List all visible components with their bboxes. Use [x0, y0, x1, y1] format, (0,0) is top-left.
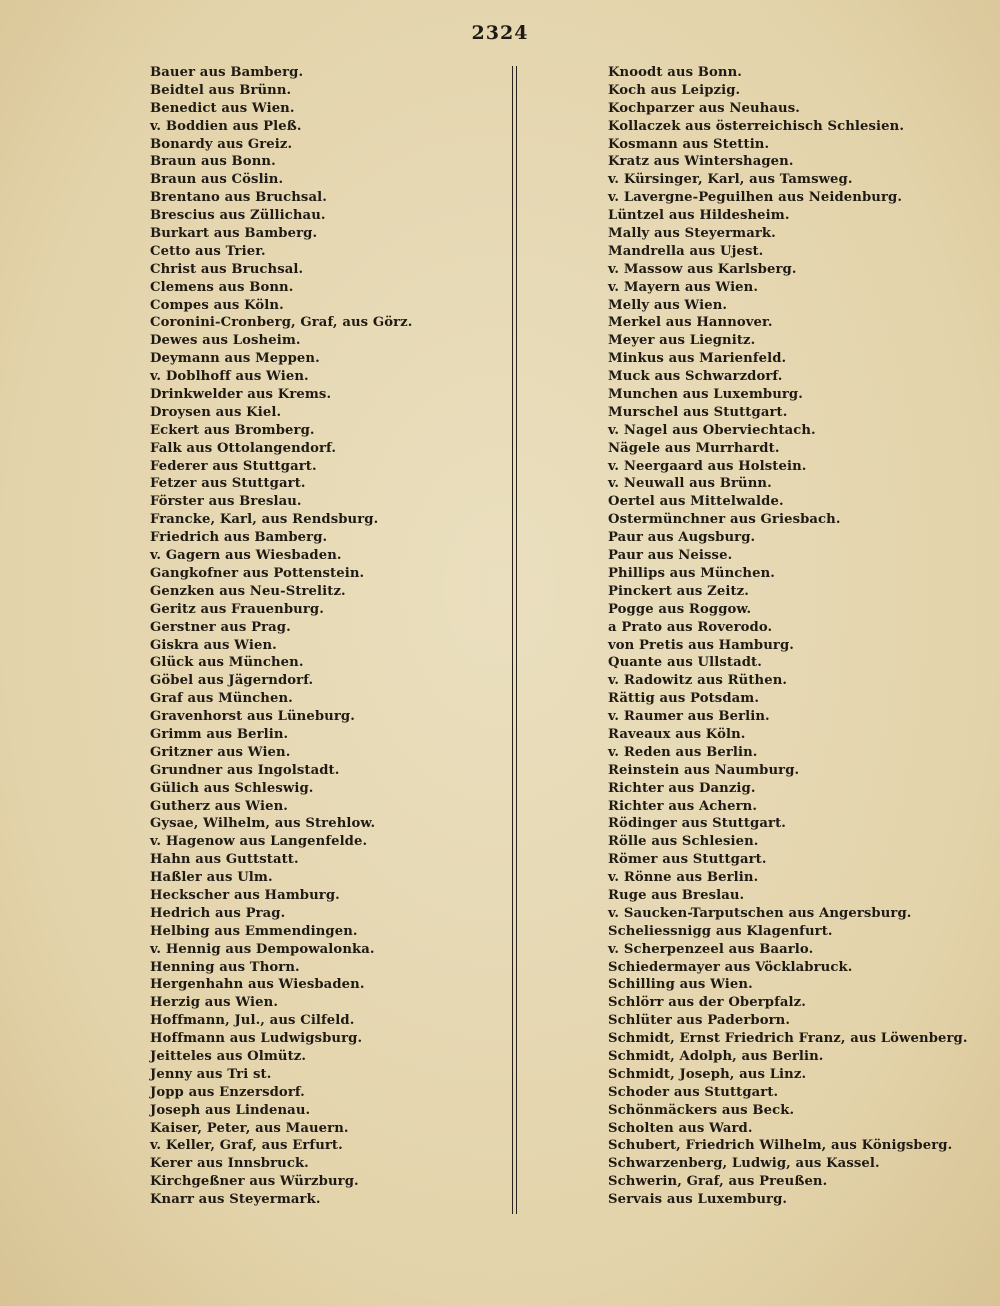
- name-entry: Joseph aus Lindenau.: [150, 1102, 311, 1118]
- name-entry: Graf aus München.: [150, 691, 293, 707]
- name-entry: a Prato aus Roverodo.: [608, 619, 773, 635]
- name-entry: Göbel aus Jägerndorf.: [150, 673, 314, 689]
- name-entry: Hoffmann aus Ludwigsburg.: [150, 1031, 363, 1047]
- name-entry: Schwarzenberg, Ludwig, aus Kassel.: [608, 1156, 880, 1172]
- name-entry: Clemens aus Bonn.: [150, 279, 294, 295]
- name-entry: v. Keller, Graf, aus Erfurt.: [150, 1138, 343, 1154]
- name-entry: Haßler aus Ulm.: [150, 870, 273, 886]
- name-entry: von Pretis aus Hamburg.: [608, 637, 794, 653]
- name-entry: v. Doblhoff aus Wien.: [150, 369, 309, 385]
- name-entry: Bauer aus Bamberg.: [150, 65, 304, 80]
- name-entry: Bonardy aus Greiz.: [150, 136, 293, 152]
- name-entry: Beidtel aus Brünn.: [150, 82, 292, 98]
- name-entry: Glück aus München.: [150, 655, 304, 671]
- name-entry: Phillips aus München.: [608, 565, 775, 581]
- name-entry: Richter aus Danzig.: [608, 780, 756, 796]
- name-entry: Cetto aus Trier.: [150, 243, 266, 259]
- name-entry: v. Mayern aus Wien.: [608, 279, 759, 295]
- name-entry: Burkart aus Bamberg.: [150, 226, 318, 242]
- name-entry: v. Hennig aus Dempowalonka.: [150, 941, 375, 957]
- page-number: 2324: [471, 22, 529, 44]
- name-entry: Lüntzel aus Hildesheim.: [608, 208, 790, 224]
- name-entry: Hergenhahn aus Wiesbaden.: [150, 977, 365, 993]
- name-entry: Schoder aus Stuttgart.: [608, 1084, 779, 1100]
- name-entry: Braun aus Cöslin.: [150, 172, 284, 188]
- name-entry: Genzken aus Neu-Strelitz.: [150, 583, 346, 599]
- name-entry: Hedrich aus Prag.: [150, 905, 286, 921]
- name-entry: Scheliessnigg aus Klagenfurt.: [608, 923, 833, 939]
- name-entry: Hahn aus Guttstatt.: [150, 852, 299, 868]
- name-entry: Quante aus Ullstadt.: [608, 655, 762, 671]
- name-entry: Knoodt aus Bonn.: [608, 65, 743, 80]
- name-entry: Mally aus Steyermark.: [608, 226, 776, 242]
- name-entry: Dewes aus Losheim.: [150, 333, 301, 349]
- name-entry: Minkus aus Marienfeld.: [608, 351, 787, 367]
- name-entry: v. Neergaard aus Holstein.: [608, 458, 807, 474]
- name-entry: Falk aus Ottolangendorf.: [150, 440, 337, 456]
- name-entry: Herzig aus Wien.: [150, 995, 279, 1011]
- name-entry: Gerstner aus Prag.: [150, 619, 291, 635]
- name-entry: Drinkwelder aus Krems.: [150, 387, 332, 403]
- name-entry: Kratz aus Wintershagen.: [608, 154, 794, 170]
- name-entry: Brescius aus Züllichau.: [150, 208, 326, 224]
- name-entry: Deymann aus Meppen.: [150, 351, 320, 367]
- name-entry: v. Nagel aus Oberviechtach.: [608, 422, 816, 438]
- name-entry: Compes aus Köln.: [150, 297, 284, 313]
- name-entry: v. Raumer aus Berlin.: [608, 709, 770, 725]
- name-entry: Muck aus Schwarzdorf.: [608, 369, 783, 385]
- name-entry: Schilling aus Wien.: [608, 977, 753, 993]
- name-entry: v. Gagern aus Wiesbaden.: [150, 548, 342, 564]
- name-entry: Nägele aus Murrhardt.: [608, 440, 780, 456]
- name-entry: Pogge aus Roggow.: [608, 601, 752, 617]
- name-entry: Henning aus Thorn.: [150, 959, 300, 975]
- name-entry: v. Lavergne-Peguilhen aus Neidenburg.: [608, 190, 903, 206]
- name-entry: Gritzner aus Wien.: [150, 744, 291, 760]
- name-entry: v. Hagenow aus Langenfelde.: [150, 834, 368, 850]
- name-entry: Kerer aus Innsbruck.: [150, 1156, 309, 1172]
- name-entry: Jeitteles aus Olmütz.: [150, 1048, 307, 1064]
- name-entry: Braun aus Bonn.: [150, 154, 276, 170]
- name-entry: Kochparzer aus Neuhaus.: [608, 100, 800, 116]
- name-entry: Oertel aus Mittelwalde.: [608, 494, 784, 510]
- name-entry: Eckert aus Bromberg.: [150, 422, 315, 438]
- name-entry: Rättig aus Potsdam.: [608, 691, 760, 707]
- name-entry: Murschel aus Stuttgart.: [608, 404, 788, 420]
- name-entry: Ruge aus Breslau.: [608, 887, 745, 903]
- name-entry: v. Kürsinger, Karl, aus Tamsweg.: [608, 172, 853, 188]
- name-entry: Servais aus Luxemburg.: [608, 1192, 788, 1208]
- name-entry: Schlörr aus der Oberpfalz.: [608, 995, 806, 1011]
- name-entry: Merkel aus Hannover.: [608, 315, 773, 331]
- name-entry: Rölle aus Schlesien.: [608, 834, 759, 850]
- name-entry: Gülich aus Schleswig.: [150, 780, 314, 796]
- name-entry: Gysae, Wilhelm, aus Strehlow.: [150, 816, 376, 832]
- name-entry: Schwerin, Graf, aus Preußen.: [608, 1174, 828, 1190]
- name-entry: Koch aus Leipzig.: [608, 82, 741, 98]
- name-entry: v. Reden aus Berlin.: [608, 744, 758, 760]
- name-entry: Kirchgeßner aus Würzburg.: [150, 1174, 359, 1190]
- name-entry: Förster aus Breslau.: [150, 494, 302, 510]
- name-entry: Knarr aus Steyermark.: [150, 1192, 321, 1208]
- name-entry: v. Radowitz aus Rüthen.: [608, 673, 788, 689]
- name-entry: Coronini-Cronberg, Graf, aus Görz.: [150, 315, 413, 331]
- name-entry: Francke, Karl, aus Rendsburg.: [150, 512, 379, 528]
- name-entry: Raveaux aus Köln.: [608, 726, 746, 742]
- name-entry: v. Massow aus Karlsberg.: [608, 261, 797, 277]
- name-entry: Hoffmann, Jul., aus Cilfeld.: [150, 1013, 355, 1029]
- name-entry: Paur aus Augsburg.: [608, 530, 756, 546]
- name-entry: Schmidt, Adolph, aus Berlin.: [608, 1048, 824, 1064]
- name-entry: Droysen aus Kiel.: [150, 404, 282, 420]
- name-entry: Schönmäckers aus Beck.: [608, 1102, 795, 1118]
- name-entry: v. Neuwall aus Brünn.: [608, 476, 772, 492]
- name-entry: Kosmann aus Stettin.: [608, 136, 770, 152]
- name-entry: Grundner aus Ingolstadt.: [150, 762, 340, 778]
- name-entry: Mandrella aus Ujest.: [608, 243, 764, 259]
- name-entry: Reinstein aus Naumburg.: [608, 762, 800, 778]
- name-entry: Schmidt, Ernst Friedrich Franz, aus Löwenberg.: [608, 1031, 968, 1047]
- name-entry: Rödinger aus Stuttgart.: [608, 816, 786, 832]
- name-entry: Kollaczek aus österreichisch Schlesien.: [608, 118, 905, 134]
- name-entry: v. Rönne aus Berlin.: [608, 870, 759, 886]
- name-entry: Gutherz aus Wien.: [150, 798, 288, 814]
- name-entry: v. Saucken-Tarputschen aus Angersburg.: [608, 905, 912, 921]
- name-entry: Schiedermayer aus Vöcklabruck.: [608, 959, 853, 975]
- name-entry: Richter aus Achern.: [608, 798, 758, 814]
- name-entry: Melly aus Wien.: [608, 297, 728, 313]
- name-entry: Munchen aus Luxemburg.: [608, 387, 803, 403]
- name-entry: Helbing aus Emmendingen.: [150, 923, 358, 939]
- name-entry: Pinckert aus Zeitz.: [608, 583, 749, 599]
- name-entry: Christ aus Bruchsal.: [150, 261, 304, 277]
- name-entry: Geritz aus Frauenburg.: [150, 601, 324, 617]
- name-entry: Schmidt, Joseph, aus Linz.: [608, 1066, 807, 1082]
- name-entry: Kaiser, Peter, aus Mauern.: [150, 1120, 349, 1136]
- name-entry: Fetzer aus Stuttgart.: [150, 476, 306, 492]
- name-entry: Friedrich aus Bamberg.: [150, 530, 328, 546]
- name-entry: Heckscher aus Hamburg.: [150, 887, 340, 903]
- name-entry: Gangkofner aus Pottenstein.: [150, 565, 365, 581]
- column-divider: [512, 66, 517, 1214]
- name-entry: v. Scherpenzeel aus Baarlo.: [608, 941, 814, 957]
- name-entry: Paur aus Neisse.: [608, 548, 733, 564]
- name-entry: Brentano aus Bruchsal.: [150, 190, 327, 206]
- name-entry: v. Boddien aus Pleß.: [150, 118, 302, 134]
- name-entry: Giskra aus Wien.: [150, 637, 277, 653]
- name-entry: Scholten aus Ward.: [608, 1120, 753, 1136]
- name-entry: Federer aus Stuttgart.: [150, 458, 317, 474]
- left-name-column: [150, 64, 505, 1209]
- right-name-column: [608, 64, 988, 1209]
- name-entry: Jenny aus Tri st.: [150, 1066, 272, 1082]
- name-entry: Schlüter aus Paderborn.: [608, 1013, 791, 1029]
- name-entry: Gravenhorst aus Lüneburg.: [150, 709, 355, 725]
- name-entry: Benedict aus Wien.: [150, 100, 295, 116]
- name-entry: Meyer aus Liegnitz.: [608, 333, 756, 349]
- name-entry: Grimm aus Berlin.: [150, 726, 289, 742]
- name-entry: Jopp aus Enzersdorf.: [150, 1084, 305, 1100]
- name-entry: Schubert, Friedrich Wilhelm, aus Königsberg.: [608, 1138, 953, 1154]
- name-entry: Ostermünchner aus Griesbach.: [608, 512, 841, 528]
- name-entry: Römer aus Stuttgart.: [608, 852, 767, 868]
